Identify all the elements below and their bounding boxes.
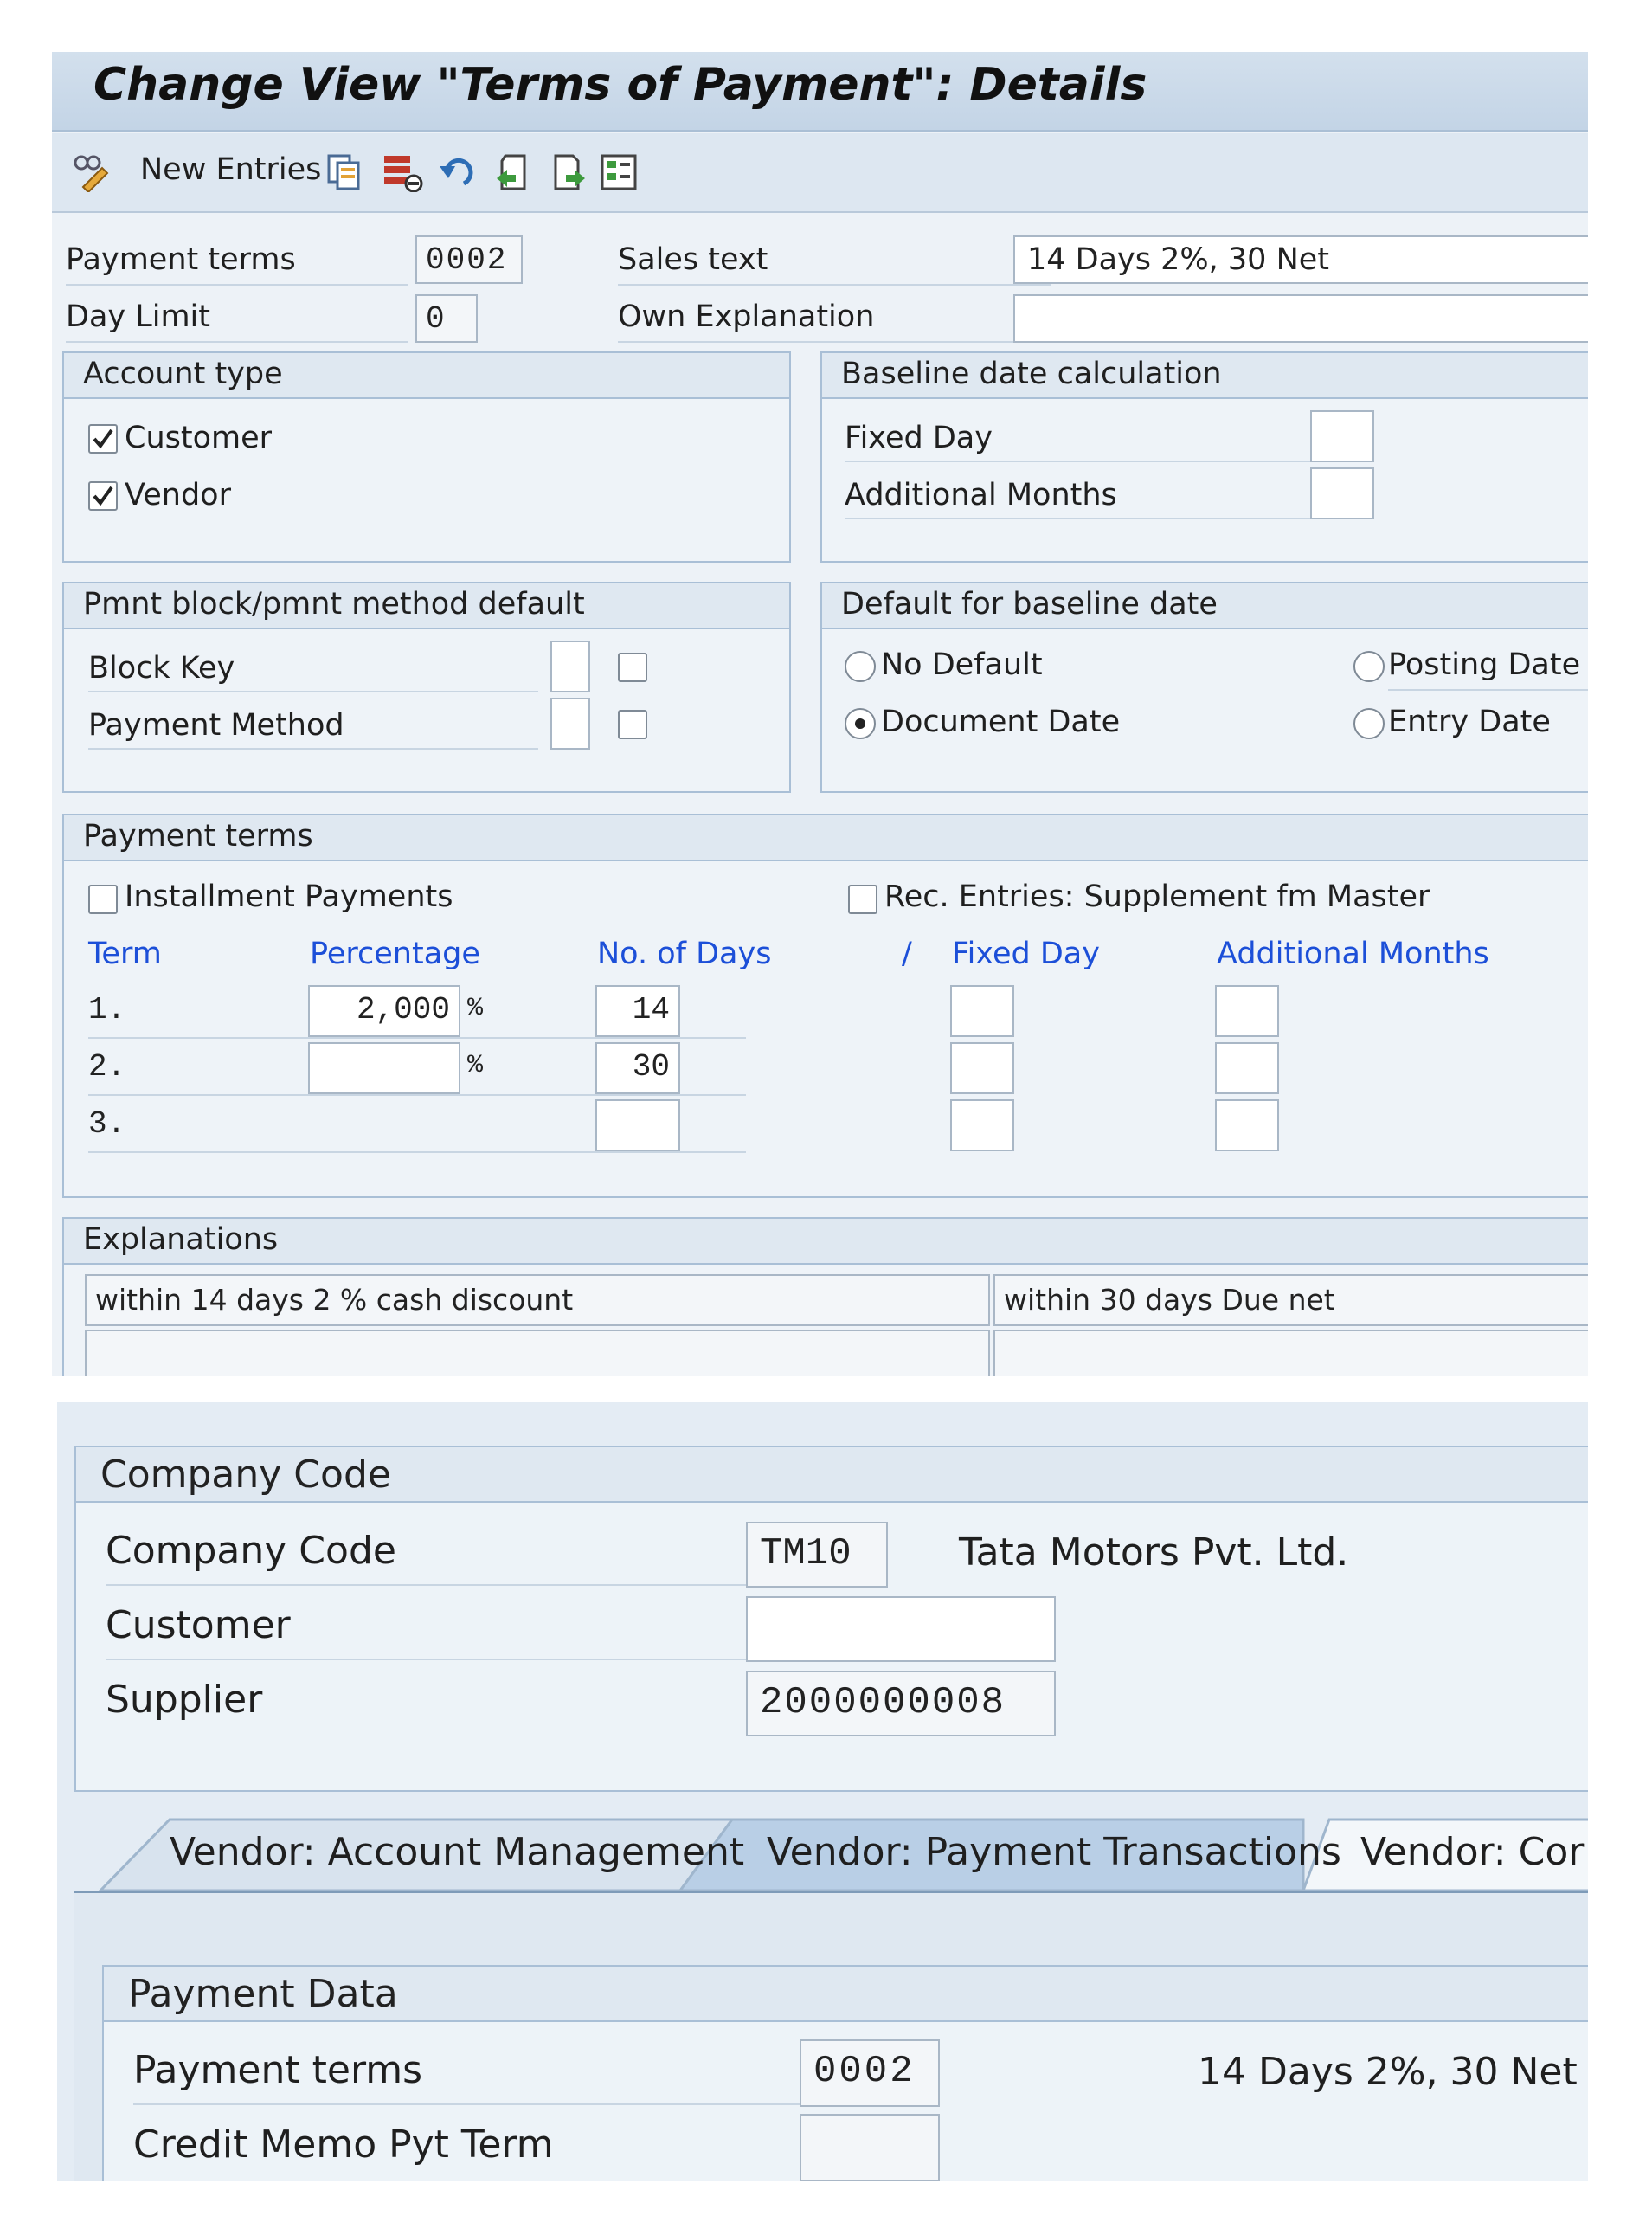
col-term: Term — [88, 937, 162, 971]
tab-strip — [74, 1818, 1588, 1892]
payment-data-title: Payment Data — [104, 1967, 1588, 2022]
explanation-line-2: within 30 days Due net — [993, 1274, 1588, 1326]
percent-sign-2: % — [467, 1051, 484, 1080]
posting-date-radio[interactable] — [1353, 651, 1385, 682]
entry-date-label: Entry Date — [1388, 705, 1551, 739]
term-row-1: 1. — [88, 987, 746, 1039]
payment-method-field[interactable] — [550, 698, 590, 750]
installment-payments-label: Installment Payments — [125, 879, 453, 914]
explanations-group — [62, 1217, 1588, 1376]
account-type-group — [62, 351, 791, 563]
company-code-title: Company Code — [76, 1447, 1588, 1503]
block-key-checkbox[interactable] — [618, 653, 647, 682]
own-explanation-label: Own Explanation — [618, 294, 1051, 343]
term-row-2: 2. — [88, 1044, 746, 1096]
term-row-3: 3. — [88, 1101, 746, 1153]
vendor-label: Vendor — [125, 478, 231, 512]
baseline-date-calculation-title: Baseline date calculation — [822, 353, 1588, 399]
payment-terms-text: 14 Days 2%, 30 Net — [1198, 2050, 1578, 2094]
company-name: Tata Motors Pvt. Ltd. — [959, 1530, 1349, 1575]
payment-method-label: Payment Method — [88, 701, 538, 750]
explanation-line-3 — [85, 1330, 990, 1376]
fixed-day-label: Fixed Day — [845, 414, 1312, 462]
day-limit-label: Day Limit — [66, 294, 408, 343]
payment-terms-title: Payment terms — [64, 815, 1588, 861]
select-all-icon[interactable] — [599, 152, 639, 192]
fixed-day-field-1[interactable] — [950, 985, 1014, 1037]
col-percentage: Percentage — [310, 937, 480, 971]
explanation-line-4 — [993, 1330, 1588, 1376]
months-field-3[interactable] — [1215, 1099, 1279, 1151]
new-entries-button[interactable]: New Entries — [140, 152, 322, 187]
col-no-of-days: No. of Days — [597, 937, 772, 971]
baseline-date-calculation-group — [820, 351, 1588, 563]
pmnt-block-title: Pmnt block/pmnt method default — [64, 583, 789, 629]
tab-account-management[interactable]: Vendor: Account Management — [170, 1830, 745, 1874]
entry-date-radio[interactable] — [1353, 708, 1385, 739]
percentage-field-2[interactable] — [308, 1042, 460, 1094]
screen-vendor-company-code — [57, 1402, 1588, 2181]
explanation-line-1: within 14 days 2 % cash discount — [85, 1274, 990, 1326]
sales-text-field[interactable]: 14 Days 2%, 30 Net — [1013, 235, 1588, 284]
customer-label: Customer — [125, 421, 273, 455]
copy-icon[interactable] — [325, 152, 365, 192]
fixed-day-field-2[interactable] — [950, 1042, 1014, 1094]
credit-memo-label: Credit Memo Pyt Term — [133, 2123, 554, 2167]
payment-data-group — [102, 1965, 1588, 2181]
months-field-1[interactable] — [1215, 985, 1279, 1037]
fixed-day-field[interactable] — [1310, 410, 1374, 462]
document-date-label: Document Date — [881, 705, 1121, 739]
payment-terms-field[interactable]: 0002 — [415, 235, 523, 284]
payment-terms-label: Payment terms — [66, 237, 408, 286]
additional-months-label: Additional Months — [845, 471, 1312, 519]
display-change-icon[interactable] — [71, 152, 116, 192]
sales-text-label: Sales text — [618, 237, 1051, 286]
company-code-label: Company Code — [106, 1522, 748, 1586]
installment-payments-checkbox[interactable] — [88, 885, 118, 914]
day-limit-field[interactable]: 0 — [415, 294, 478, 343]
rec-entries-label: Rec. Entries: Supplement fm Master — [884, 879, 1430, 914]
default-baseline-date-group — [820, 582, 1588, 793]
col-slash: / — [902, 937, 912, 971]
company-code-group — [74, 1446, 1588, 1792]
fixed-day-field-3[interactable] — [950, 1099, 1014, 1151]
customer-field[interactable] — [746, 1596, 1056, 1662]
undo-icon[interactable] — [438, 152, 478, 192]
customer-label-2: Customer — [106, 1596, 748, 1660]
payment-terms-label-2: Payment terms — [133, 2041, 800, 2105]
col-additional-months: Additional Months — [1217, 937, 1489, 971]
page-title: Change View "Terms of Payment": Details — [93, 59, 1147, 111]
company-code-field[interactable]: TM10 — [746, 1522, 888, 1588]
toolbar — [52, 133, 1588, 213]
months-field-2[interactable] — [1215, 1042, 1279, 1094]
title-bar — [52, 52, 1588, 132]
screen-terms-of-payment — [52, 52, 1588, 1376]
default-baseline-date-title: Default for baseline date — [822, 583, 1588, 629]
days-field-2[interactable]: 30 — [595, 1042, 680, 1094]
block-key-label: Block Key — [88, 644, 538, 692]
percent-sign-1: % — [467, 994, 484, 1023]
days-field-3[interactable] — [595, 1099, 680, 1151]
payment-terms-group — [62, 814, 1588, 1198]
payment-method-checkbox[interactable] — [618, 710, 647, 739]
pmnt-block-group — [62, 582, 791, 793]
delete-icon[interactable] — [381, 152, 424, 192]
col-fixed-day: Fixed Day — [952, 937, 1100, 971]
document-date-radio[interactable] — [845, 708, 876, 739]
posting-date-label: Posting Date — [1388, 642, 1588, 691]
own-explanation-field[interactable] — [1013, 294, 1588, 343]
percentage-field-1[interactable]: 2,000 — [308, 985, 460, 1037]
supplier-field[interactable]: 2000000008 — [746, 1671, 1056, 1736]
explanations-title: Explanations — [64, 1219, 1588, 1265]
supplier-label: Supplier — [106, 1678, 263, 1722]
no-default-radio[interactable] — [845, 651, 876, 682]
additional-months-field[interactable] — [1310, 467, 1374, 519]
credit-memo-field[interactable] — [800, 2114, 940, 2181]
block-key-field[interactable] — [550, 641, 590, 692]
next-entry-icon[interactable] — [547, 152, 587, 192]
tab-correspondence[interactable]: Vendor: Cor — [1360, 1830, 1585, 1874]
no-default-label: No Default — [881, 647, 1043, 682]
customer-checkbox[interactable] — [88, 424, 118, 454]
vendor-checkbox[interactable] — [88, 481, 118, 511]
payment-terms-field-2[interactable]: 0002 — [800, 2039, 940, 2107]
previous-entry-icon[interactable] — [493, 152, 533, 192]
days-field-1[interactable]: 14 — [595, 985, 680, 1037]
tab-payment-transactions[interactable]: Vendor: Payment Transactions — [767, 1830, 1341, 1874]
account-type-title: Account type — [64, 353, 789, 399]
rec-entries-checkbox[interactable] — [848, 885, 877, 914]
